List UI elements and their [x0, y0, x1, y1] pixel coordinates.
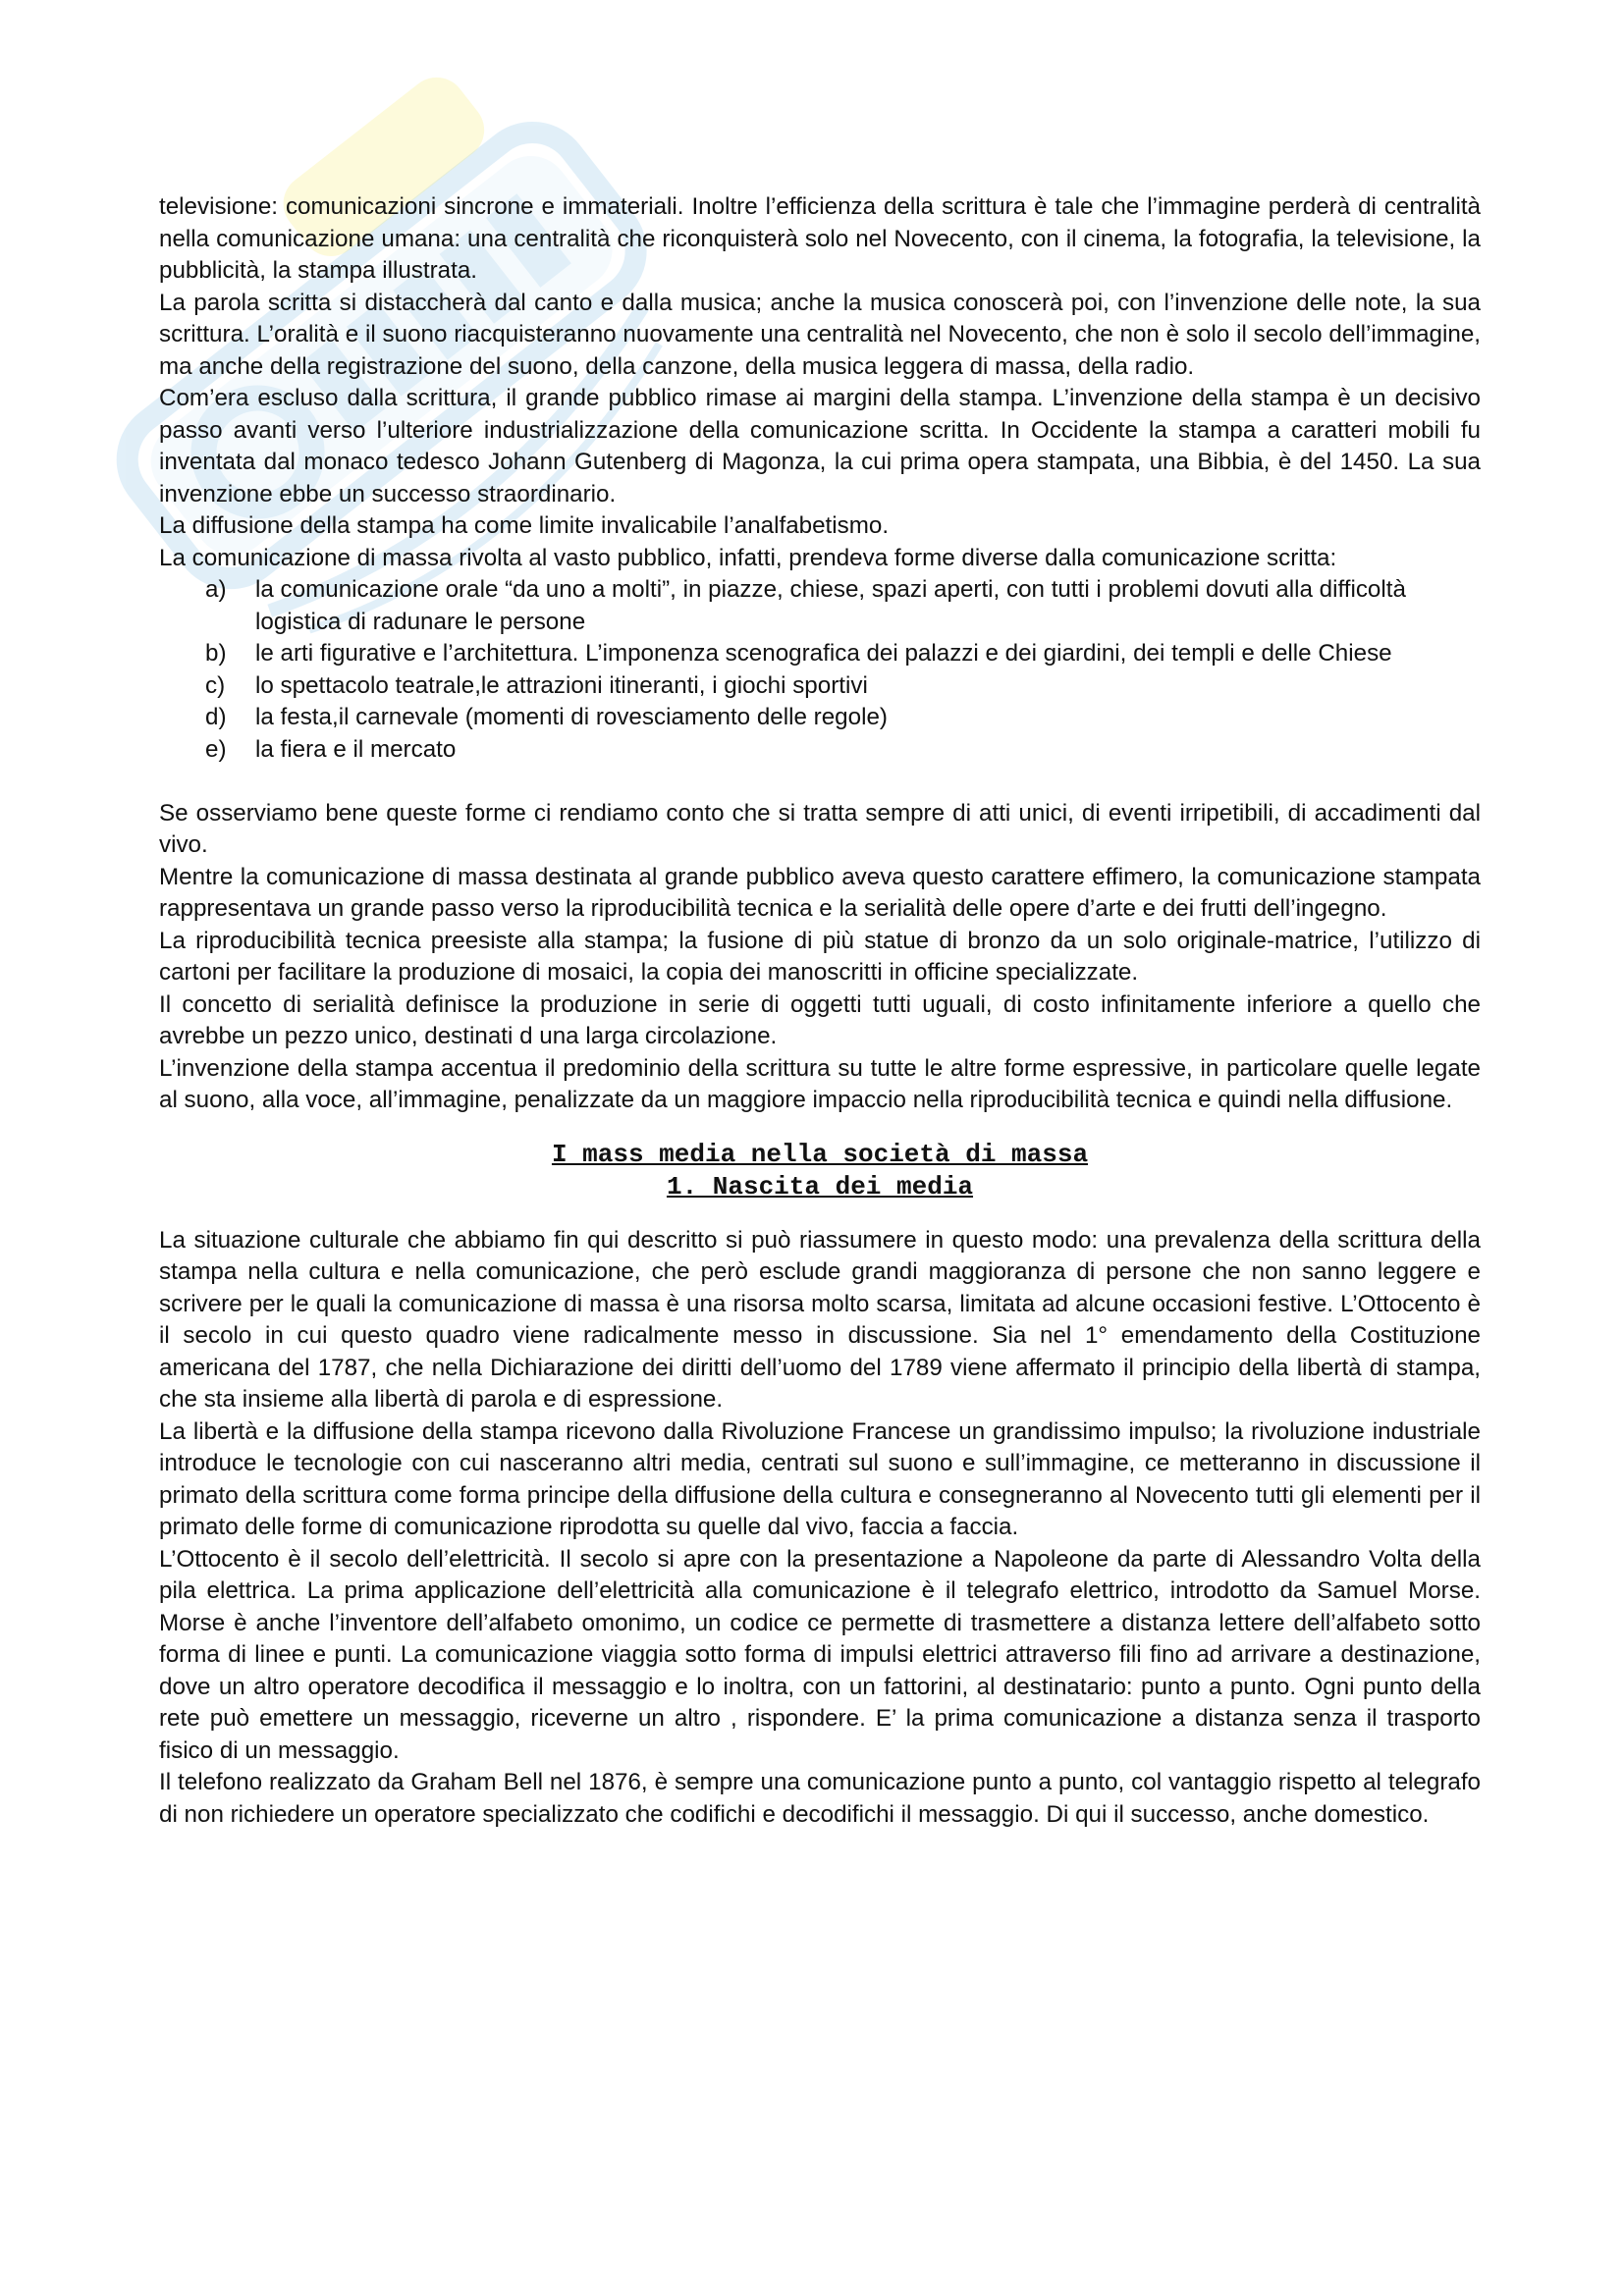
list-item [159, 670, 1481, 703]
paragraph: Com’era escluso dalla scrittura, il grande pubblico rimase ai margini della stampa. L’invenzione della stampa è un decisivo passo avanti verso l’ulteriore industrializzazione della comunicazione scritta. In Occidente la stampa a caratteri mobili fu inventata dal monaco tedesco Johann Gutenberg di Magonza, la cui prima opera stampata, una Bibbia, è del 1450. La sua invenzione ebbe un successo straordinario. [159, 385, 1481, 507]
paragraph: La diffusione della stampa ha come limite invalicabile l’analfabetismo. [159, 512, 890, 539]
paragraph: La comunicazione di massa rivolta al vasto pubblico, infatti, prendeva forme diverse dalla comunicazione scritta: [159, 544, 1337, 571]
paragraph: Il telefono realizzato da Graham Bell nel 1876, è sempre una comunicazione punto a punto, col vantaggio rispetto al telegrafo di non richiedere un operatore specializzato che codifichi e decodifichi il messaggio. Di qui il successo, anche domestico. [159, 1769, 1481, 1828]
list-item-text: lo spettacolo teatrale,le attrazioni itineranti, i giochi sportivi [255, 671, 868, 699]
list-marker: a) [205, 576, 227, 603]
list-marker: c) [205, 671, 226, 699]
section-title: I mass media nella società di massa [551, 1139, 1089, 1169]
paragraph: La situazione culturale che abbiamo fin qui descritto si può riassumere in questo modo: una prevalenza della scrittura della stampa nella cultura e nella comunicazione, che però esclude grandi maggioranza di persone che non sanno leggere e scrivere per le quali la comunicazione di massa è una risorsa molto scarsa, limitata ad alcune occasioni festive. L’Ottocento è il secolo in cui questo quadro viene radicalmente messo in discussione. Sia nel 1° emendamento della Costituzione americana del 1787, che nella Dichiarazione dei diritti dell’uomo del 1789 viene affermato il principio della libertà di stampa, che sta insieme alla libertà di parola e di espressione. [159, 1226, 1481, 1413]
paragraph: Il concetto di serialità definisce la produzione in serie di oggetti tutti uguali, di costo infinitamente inferiore a quello che avrebbe un pezzo unico, destinati d una larga circolazione. [159, 990, 1481, 1049]
spacer [159, 766, 1481, 798]
list-item [159, 574, 1481, 638]
list-item-text: la festa,il carnevale (momenti di rovesciamento delle regole) [255, 704, 888, 730]
paragraph: televisione: comunicazioni sincrone e immateriali. Inoltre l’efficienza della scrittura è tale che l’immagine perderà di centralità nella comunicazione umana: una centralità che riconquisterà solo nel Novecento, con il cinema, la fotografia, la televisione, la pubblicità, la stampa illustrata. [159, 193, 1481, 284]
section-heading [159, 1139, 1481, 1203]
list-item-text: le arti figurative e l’architettura. L’imponenza scenografica dei palazzi e dei giardini, dei templi e delle Chiese [255, 640, 1392, 667]
list-item [159, 702, 1481, 734]
paragraph: La libertà e la diffusione della stampa ricevono dalla Rivoluzione Francese un grandissimo impulso; la rivoluzione industriale introduce le tecnologie con cui nasceranno altri media, centrati sul suono e sull’immagine, ce metteranno in discussione il primato della scrittura come forma principe della diffusione della cultura e consegneranno al Novecento tutti gli elementi per il primato delle forme di comunicazione riprodotta su quelle dal vivo, faccia a faccia. [159, 1417, 1481, 1540]
paragraph: Se osserviamo bene queste forme ci rendiamo conto che si tratta sempre di atti unici, di eventi irripetibili, di accadimenti dal vivo. [159, 799, 1481, 858]
paragraph: L’Ottocento è il secolo dell’elettricità. Il secolo si apre con la presentazione a Napoleone da parte di Alessandro Volta della pila elettrica. La prima applicazione dell’elettricità alla comunicazione è il telegrafo elettrico, introdotto da Samuel Morse. Morse è anche l’inventore dell’alfabeto omonimo, un codice ce permette di trasmettere a distanza lettere dell’alfabeto sotto forma di linee e punti. La comunicazione viaggia sotto forma di impulsi elettrici attraverso fili fino ad arrivare a destinazione, dove un altro operatore decodifica il messaggio e lo inoltra, con un fattorini, al destinatario: punto a punto. Ogni punto della rete può emettere un messaggio, riceverne un altro , rispondere. E’ la prima comunicazione a distanza senza il trasporto fisico di un messaggio. [159, 1545, 1481, 1764]
list-item [159, 638, 1481, 670]
paragraph: Mentre la comunicazione di massa destinata al grande pubblico aveva questo carattere effimero, la comunicazione stampata rappresentava un grande passo verso la riproducibilità tecnica e la serialità delle opere d’arte e dei frutti dell’ingegno. [159, 863, 1481, 922]
paragraph: La riproducibilità tecnica preesiste alla stampa; la fusione di più statue di bronzo da un solo originale-matrice, l’utilizzo di cartoni per facilitare la produzione di mosaici, la copia dei manoscritti in officine specializzate. [159, 927, 1481, 986]
forms-list [159, 574, 1481, 766]
list-item-text: la fiera e il mercato [255, 735, 457, 763]
document-body [159, 191, 1481, 1831]
paragraph: La parola scritta si distaccherà dal canto e dalla musica; anche la musica conoscerà poi, con l’invenzione delle note, la sua scrittura. L’oralità e il suono riacquisteranno nuovamente una centralità nel Novecento, che non è solo il secolo dell’immagine, ma anche della registrazione del suono, della canzone, della musica leggera di massa, della radio. [159, 289, 1481, 380]
list-marker: e) [205, 735, 227, 763]
section-subtitle: 1. Nascita dei media [666, 1171, 974, 1201]
paragraph: L’invenzione della stampa accentua il predominio della scrittura su tutte le altre forme espressive, in particolare quelle legate al suono, alla voce, all’immagine, penalizzate da un maggiore impaccio nella riproducibilità tecnica e quindi nella diffusione. [159, 1054, 1481, 1113]
list-item-text: la comunicazione orale “da uno a molti”, in piazze, chiese, spazi aperti, con tutti i problemi dovuti alla difficoltà logistica di radunare le persone [255, 576, 1406, 635]
list-item [159, 734, 1481, 767]
list-marker: b) [205, 640, 227, 667]
list-marker: d) [205, 704, 227, 730]
